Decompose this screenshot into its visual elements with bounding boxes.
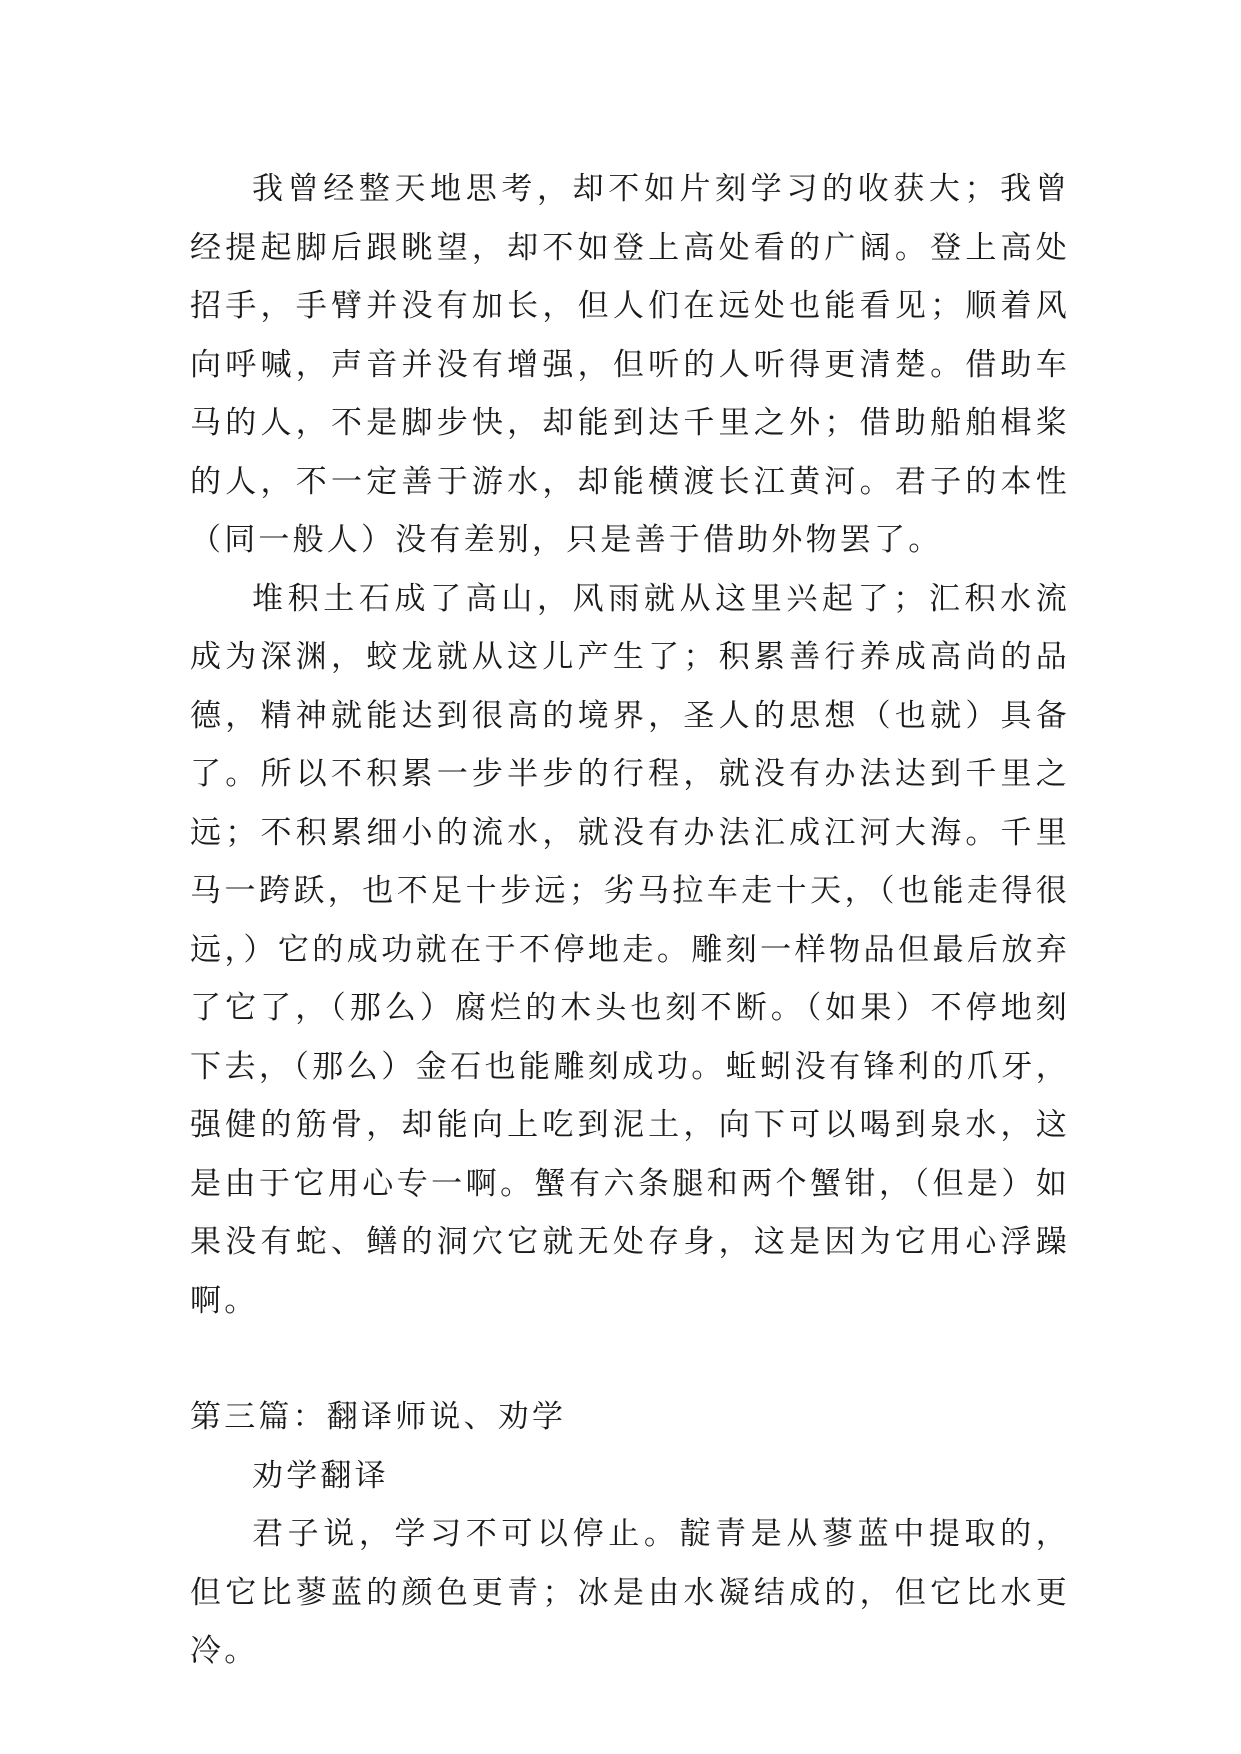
section-heading: 第三篇：翻译师说、劝学 bbox=[190, 1399, 567, 1435]
document-body bbox=[190, 160, 1070, 1681]
paragraph-accumulation: 堆积土石成了高山，风雨就从这里兴起了；汇积水流成为深渊，蛟龙就从这儿产生了；积累善行养成高尚的品德，精神就能达到很高的境界，圣人的思想（也就）具备了。所以不积累一步半步的行程，就没有办法达到千里之远；不积累细小的流水，就没有办法汇成江河大海。千里马一跨跃，也不足十步远；劣马拉车走十天，（也能走得很远，）它的成功就在于不停地走。雕刻一样物品但最后放弃了它了，（那么）腐烂的木头也刻不断。（如果）不停地刻下去，（那么）金石也能雕刻成功。蚯蚓没有锋利的爪牙，强健的筋骨，却能向上吃到泥土，向下可以喝到泉水，这是由于它用心专一啊。蟹有六条腿和两个蟹钳，（但是）如果没有蛇、鳝的洞穴它就无处存身，这是因为它用心浮躁啊。 bbox=[190, 580, 1070, 1319]
section-spacer bbox=[190, 1330, 1070, 1388]
paragraph-learning-never-stops: 君子说，学习不可以停止。靛青是从蓼蓝中提取的，但它比蓼蓝的颜色更青；冰是由水凝结成的，但它比水更冷。 bbox=[190, 1516, 1070, 1669]
sub-heading: 劝学翻译 bbox=[252, 1457, 389, 1494]
paragraph-borrowing-external-things: 我曾经整天地思考，却不如片刻学习的收获大；我曾经提起脚后跟眺望，却不如登上高处看的广阔。登上高处招手，手臂并没有加长，但人们在远处也能看见；顺着风向呼喊，声音并没有增强，但听的人听得更清楚。借助车马的人，不是脚步快，却能到达千里之外；借助船舶楫桨的人，不一定善于游水，却能横渡长江黄河。君子的本性（同一般人）没有差别，只是善于借助外物罢了。 bbox=[190, 171, 1070, 558]
